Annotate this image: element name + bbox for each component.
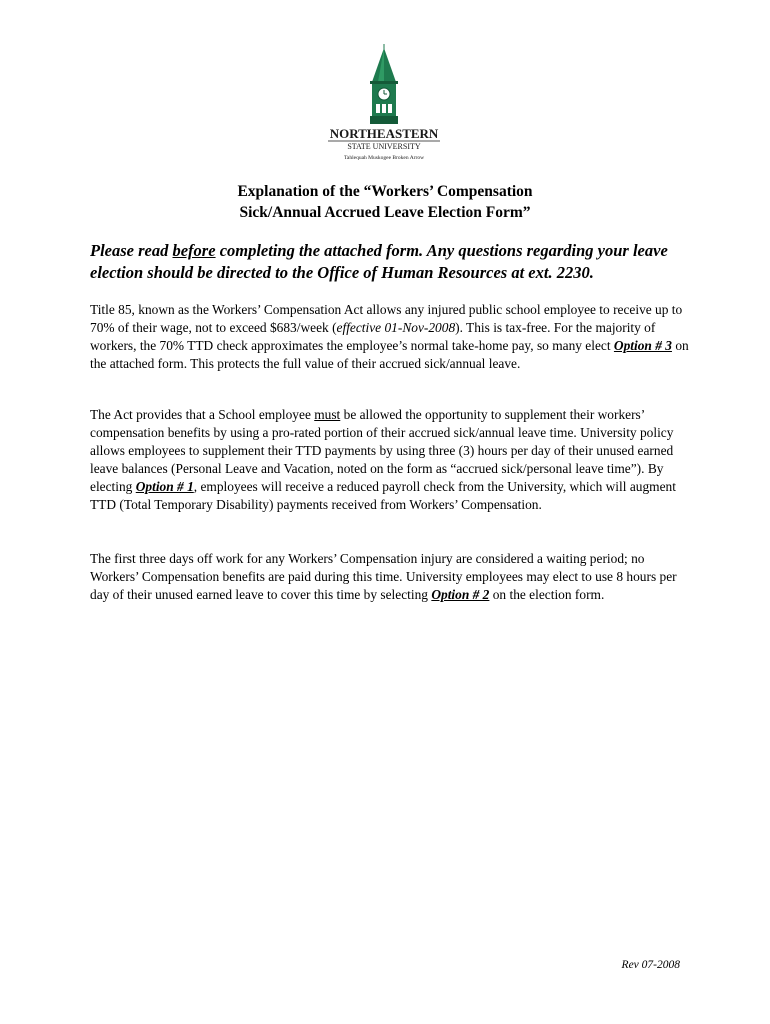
- para2-must: must: [314, 407, 341, 422]
- para3-text-a: The first three days off work for any Workers’ Compensation injury are considered a waiting period; no Workers’ Compensation benefits are paid during this time. University employees may elect to use 8 hours per day of their unused earned leave to cover this time by selecting: [90, 551, 677, 603]
- document-title: [0, 181, 770, 223]
- paragraph-title-85: [90, 301, 690, 373]
- para1-text-b: ). This is tax-free. For the majority of workers, the 70% TTD check approximates the employee’s normal take-home pay, so many elect: [90, 320, 656, 354]
- para2-text-b: be allowed the opportunity to supplement their workers’ compensation benefits by using a pro-rated portion of their accrued sick/annual leave time. University policy allows employees to supplement their TTD payments by using three (3) hours per day of their unused earned leave balances (Personal Leave and Vacation, noted on the form as “accrued sick/personal leave time”). By electing: [90, 407, 674, 495]
- logo-name-line1: NORTHEASTERN: [329, 126, 439, 141]
- logo-campuses: Tahlequah Muskogee Broken Arrow: [343, 155, 425, 161]
- notice-emphasis: before: [172, 241, 216, 260]
- para2-text-a: The Act provides that a School employee: [90, 407, 315, 422]
- para1-text-c: on the attached form. This protects the full value of their accrued sick/annual leave.: [90, 338, 689, 372]
- para2-text-c: , employees will receive a reduced payroll check from the University, which will augment TTD (Total Temporary Disability) payments received from Workers’ Compensation.: [90, 479, 676, 513]
- read-before-notice: [90, 240, 690, 284]
- title-line2: Sick/Annual Accrued Leave Election Form”: [239, 204, 531, 221]
- logo-name-line2: STATE UNIVERSITY: [347, 142, 421, 151]
- revision-label: Rev 07-2008: [621, 959, 680, 971]
- clock-tower-icon: [318, 44, 450, 162]
- para3-text-b: on the election form.: [489, 587, 605, 603]
- option-3-label: Option # 3: [613, 338, 672, 354]
- title-line1: Explanation of the “Workers’ Compensation: [237, 183, 533, 200]
- paragraph-act-provides: [90, 406, 690, 515]
- notice-part1: Please read: [90, 241, 173, 260]
- option-2-label: Option # 2: [431, 587, 490, 603]
- para1-effective-date: effective 01-Nov-2008: [336, 320, 456, 336]
- paragraph-waiting-period: [90, 550, 690, 604]
- notice-part2: completing the attached form. Any questions regarding your leave election should be directed to the Office of Human Resources at ext. 2230.: [90, 241, 668, 282]
- university-logo: [318, 44, 450, 162]
- option-1-label: Option # 1: [135, 479, 194, 495]
- para1-text-a: Title 85, known as the Workers’ Compensation Act allows any injured public school employee to receive up to 70% of their wage, not to exceed $683/week (: [90, 302, 683, 336]
